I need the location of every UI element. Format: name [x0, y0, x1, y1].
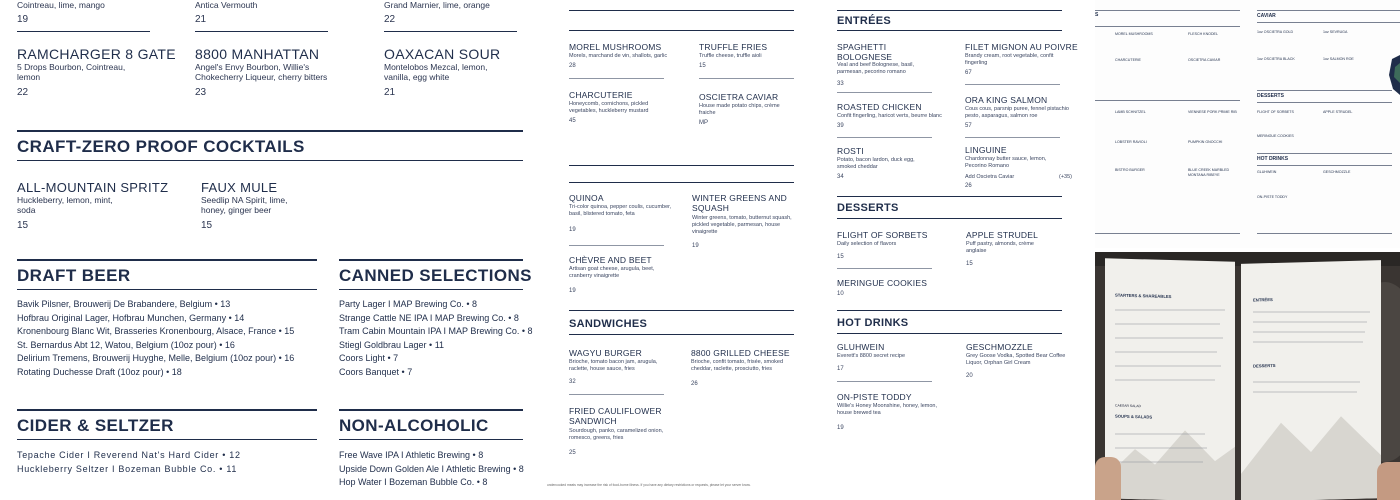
item-desc: House made potato chips, crème fraiche — [699, 103, 780, 116]
section-rule — [17, 259, 317, 261]
cocktail-desc: Huckleberry, lemon, mint, soda — [17, 195, 113, 215]
item-name: GLUHWEIN — [837, 342, 885, 352]
cocktail-price: 15 — [17, 220, 29, 231]
section-title-sandwiches: SANDWICHES — [569, 318, 648, 330]
list-item: Stiegl Goldbrau Lager • 11 — [339, 339, 445, 350]
item-price: 26 — [691, 381, 698, 387]
item-price: 19 — [692, 243, 699, 249]
item-name: BISTRO BURGER — [1115, 168, 1145, 172]
cocktail-desc: Angel's Envy Bourbon, Willie's Chokecherry Liqueur, cherry bitters — [195, 62, 328, 82]
item-desc: Daily selection of flavors — [837, 241, 897, 247]
item-desc: Truffle cheese, truffle aioli — [699, 53, 762, 59]
section-rule — [569, 310, 794, 311]
item-addon: Add Oscietra Caviar — [965, 174, 1015, 180]
item-name: ON-PISTE TODDY — [1257, 195, 1288, 199]
item-name: LINGUINE — [965, 145, 1007, 155]
section-rule — [17, 439, 317, 440]
item-desc: Chardonnay butter sauce, lemon, Pecorino Romano — [965, 156, 1047, 169]
item-desc: Cointreau, lime, mango — [17, 0, 105, 10]
item-price: 22 — [384, 14, 396, 25]
section-title-cider: CIDER & SELTZER — [17, 416, 174, 435]
item-price: 45 — [569, 118, 576, 124]
menu-text-lines — [1095, 252, 1400, 500]
item-name: FLIGHT OF SORBETS — [1257, 110, 1294, 114]
card-section: STARTERS & SHAREABLES — [1115, 292, 1172, 300]
item-desc: Puff pastry, almonds, crème anglaise — [966, 241, 1034, 254]
list-item: Coors Banquet • 7 — [339, 366, 413, 377]
list-item: Upside Down Golden Ale I Athletic Brewing • 8 — [339, 463, 524, 474]
divider — [837, 10, 1062, 11]
divider — [837, 30, 1062, 31]
item-name: APPLE STRUDEL — [1323, 110, 1353, 114]
menu-photo — [1095, 252, 1400, 500]
divider — [965, 84, 1060, 85]
item-name: FLIGHT OF SORBETS — [837, 230, 928, 240]
section-rule — [339, 259, 523, 261]
section-rule — [17, 289, 317, 290]
item-name: MOREL MUSHROOMS — [569, 42, 662, 52]
divider — [17, 31, 150, 32]
section-title-canned: CANNED SELECTIONS — [339, 266, 532, 285]
item-price: 19 — [569, 227, 576, 233]
item-name: PUMPKIN GNOCCHI — [1188, 140, 1223, 144]
item-desc: Brioche, confit tomato, frisée, smoked cheddar, raclette, prosciutto, fries — [691, 359, 784, 372]
list-item: Coors Light • 7 — [339, 353, 399, 363]
item-name: BLUE CREEK MARBLED MONTANA RIBEYE — [1188, 168, 1230, 177]
item-name: GESCHMOZZLE — [1323, 170, 1351, 174]
item-name: ON-PISTE TODDY — [837, 392, 912, 402]
section-title-desserts: DESSERTS — [837, 202, 899, 214]
divider — [1257, 22, 1400, 23]
section-title-desserts: DESSERTS — [1257, 93, 1284, 99]
food-menu-panel-left — [547, 0, 802, 500]
cocktail-price: 22 — [17, 87, 29, 98]
cocktail-desc: Montelobos Mezcal, lemon, vanilla, egg white — [384, 62, 488, 82]
item-price: 20 — [966, 373, 973, 379]
list-item: Kronenbourg Blanc Wit, Brasseries Kronenbourg, Alsace, France • 15 — [17, 326, 295, 336]
section-rule — [837, 196, 1062, 197]
item-name: FLESCH KNODEL — [1188, 32, 1218, 36]
item-price: 19 — [837, 425, 844, 431]
section-rule — [837, 333, 1062, 334]
item-price: 19 — [569, 288, 576, 294]
cocktail-name: FAUX MULE — [201, 180, 278, 195]
card-item: CAESAR SALAD — [1115, 403, 1142, 409]
item-desc: Willie's Honey Moonshine, honey, lemon, house brewed tea — [837, 403, 937, 416]
card-section: SOUPS & SALADS — [1115, 413, 1153, 420]
item-name: 1oz SEVRUGA — [1323, 30, 1348, 34]
item-name: 1oz OSCIETRA BLACK — [1257, 57, 1295, 61]
item-addon-price: (+35) — [1059, 174, 1072, 180]
food-menu-panel-right — [835, 0, 1085, 500]
item-name: 1oz SALMON ROE — [1323, 57, 1354, 61]
divider — [837, 137, 932, 138]
divider — [1257, 233, 1392, 234]
hand — [1377, 462, 1400, 500]
drinks-menu-panel — [0, 0, 540, 500]
item-name: ROASTED CHICKEN — [837, 102, 922, 112]
section-title-non-alcoholic: NON-ALCOHOLIC — [339, 416, 489, 435]
footer-note: undercooked meats may increase the risk of food-borne illness. If you have any dietary restrictions or requests, please let your server know. — [547, 483, 751, 487]
list-item: Free Wave IPA I Athletic Brewing • 8 — [339, 450, 484, 460]
divider — [965, 137, 1060, 138]
item-name: ROSTI — [837, 146, 864, 156]
divider — [1257, 10, 1400, 11]
hand — [1095, 457, 1121, 500]
list-item: Tram Cabin Mountain IPA I MAP Brewing Co. • 8 — [339, 326, 533, 336]
divider — [837, 381, 932, 382]
draft-beer-list — [17, 298, 294, 379]
item-price: 10 — [837, 291, 844, 297]
divider — [569, 165, 794, 166]
item-name: VIENNESE PORK PRIME RIB — [1188, 110, 1237, 114]
divider — [1095, 100, 1240, 101]
list-item: Tepache Cider I Reverend Nat's Hard Cider • 12 — [17, 450, 241, 460]
section-rule — [837, 310, 1062, 311]
cocktail-price: 23 — [195, 87, 207, 98]
item-desc: Veal and beef Bolognese, basil, parmesan, pecorino romano — [837, 62, 915, 75]
item-price: 15 — [699, 63, 706, 69]
item-name: FRIED CAULIFLOWER SANDWICH — [569, 406, 662, 426]
section-title-entrees: ENTRÉES — [837, 15, 892, 27]
list-item: Huckleberry Seltzer I Bozeman Bubble Co. • 11 — [17, 463, 238, 474]
item-desc: Confit fingerling, haricot verts, beurre blanc — [837, 113, 942, 119]
item-price: 32 — [569, 379, 576, 385]
cocktail-desc: 5 Drops Bourbon, Cointreau, lemon — [17, 62, 126, 82]
item-price: 21 — [195, 14, 207, 25]
item-name: TRUFFLE FRIES — [699, 42, 768, 52]
cocktail-name: RAMCHARGER 8 GATE — [17, 46, 176, 62]
cocktail-price: 21 — [384, 87, 396, 98]
section-rule — [17, 409, 317, 411]
item-name: ORA KING SALMON — [965, 95, 1048, 105]
item-price: 57 — [965, 123, 972, 129]
section-rule — [339, 289, 523, 290]
section-title-caviar: CAVIAR — [1257, 13, 1276, 19]
item-name: LOBSTER RAVIOLI — [1115, 140, 1147, 144]
divider — [569, 10, 794, 11]
item-name: QUINOA — [569, 193, 604, 203]
item-name: 1oz OSCIETRA GOLD — [1257, 30, 1294, 34]
list-item: Hop Water I Bozeman Bubble Co. • 8 — [339, 477, 488, 487]
section-title-hot-drinks: HOT DRINKS — [1257, 156, 1289, 162]
section-fragment: S — [1095, 12, 1099, 18]
divider — [699, 78, 794, 79]
non-alcoholic-list — [339, 449, 524, 490]
item-name: SPAGHETTI BOLOGNESE — [837, 42, 893, 62]
divider — [569, 245, 664, 246]
section-title-zero-proof: CRAFT-ZERO PROOF COCKTAILS — [17, 137, 305, 156]
cocktail-name: 8800 MANHATTAN — [195, 46, 320, 62]
item-desc: Brandy cream, root vegetable, confit fingerling — [965, 53, 1054, 66]
item-desc: Potato, bacon lardon, duck egg, smoked cheddar — [837, 157, 915, 170]
item-name: CHÈVRE AND BEET — [569, 255, 652, 265]
item-desc: Everett's 8800 secret recipe — [837, 353, 906, 359]
item-desc: Cous cous, parsnip puree, fennel pistachio pesto, asparagus, salmon roe — [965, 106, 1069, 119]
crest-emblem-icon — [1389, 55, 1400, 95]
item-name: CHARCUTERIE — [569, 90, 633, 100]
item-desc: Brioche, tomato bacon jam, arugula, raclette, house sauce, fries — [569, 359, 658, 372]
cider-list — [17, 449, 241, 476]
item-price: 33 — [837, 81, 844, 87]
item-name: FILET MIGNON AU POIVRE — [965, 42, 1078, 52]
list-item: Delirium Tremens, Brouwerij Huyghe, Melle, Belgium (10oz pour) • 16 — [17, 353, 295, 363]
section-rule — [339, 439, 523, 440]
item-name: GLUHWEIN — [1257, 170, 1277, 174]
item-name: OSCIETRA CAVIAR — [1188, 58, 1221, 62]
item-price: 34 — [837, 174, 844, 180]
divider — [1095, 10, 1240, 11]
divider — [1257, 165, 1392, 166]
list-item: Party Lager I MAP Brewing Co. • 8 — [339, 299, 478, 309]
card-section: DESSERTS — [1253, 362, 1276, 369]
section-title-hot-drinks: HOT DRINKS — [837, 317, 909, 329]
item-name: CHARCUTERIE — [1115, 58, 1141, 62]
item-name: MERINGUE COOKIES — [837, 278, 928, 288]
list-item: Hofbrau Original Lager, Hofbrau Munchen, Germany • 14 — [17, 312, 245, 323]
section-rule — [569, 334, 794, 335]
divider — [569, 78, 664, 79]
item-price: MP — [699, 120, 708, 126]
item-price: 28 — [569, 63, 576, 69]
item-desc: Honeycomb, cornichons, pickled vegetables, huckleberry mustard — [569, 101, 649, 114]
list-item: Bavik Pilsner, Brouwerij De Brabandere, Belgium • 13 — [17, 299, 231, 309]
item-price: 67 — [965, 70, 972, 76]
item-name: APPLE STRUDEL — [966, 230, 1039, 240]
item-price: 15 — [966, 261, 973, 267]
divider — [837, 92, 932, 93]
item-name: MOREL MUSHROOMS — [1115, 32, 1153, 36]
divider — [1095, 26, 1240, 27]
divider — [1095, 233, 1240, 234]
menu-overview-thumbnail — [1095, 0, 1400, 248]
item-desc: Antica Vermouth — [195, 0, 258, 10]
item-desc: Morels, marchand de vin, shallots, garlic — [569, 53, 668, 59]
section-rule — [837, 218, 1062, 219]
list-item: Rotating Duchesse Draft (10oz pour) • 18 — [17, 366, 182, 377]
divider — [569, 394, 664, 395]
canned-list — [339, 298, 533, 379]
divider — [1257, 102, 1392, 103]
item-price: 15 — [837, 254, 844, 260]
item-name: LAMB SCHNITZEL — [1115, 110, 1146, 114]
item-name: WINTER GREENS AND SQUASH — [692, 193, 788, 213]
item-price: 39 — [837, 123, 844, 129]
item-name: MERINGUE COOKIES — [1257, 134, 1294, 138]
section-title-draft-beer: DRAFT BEER — [17, 266, 131, 285]
cocktail-desc: Seedlip NA Spirit, lime, honey, ginger beer — [201, 195, 288, 215]
divider — [569, 30, 794, 31]
divider — [384, 31, 517, 32]
divider — [569, 182, 794, 183]
item-price: 26 — [965, 183, 972, 189]
cocktail-name: OAXACAN SOUR — [384, 46, 501, 62]
item-price: 17 — [837, 366, 844, 372]
cocktail-price: 15 — [201, 220, 213, 231]
item-desc: Tri-color quinoa, pepper coulis, cucumber, basil, blistered tomato, feta — [569, 204, 672, 217]
item-desc: Grand Marnier, lime, orange — [384, 0, 490, 10]
card-section: ENTRÉES — [1253, 297, 1273, 303]
list-item: Strange Cattle NE IPA I MAP Brewing Co. • 8 — [339, 312, 519, 323]
section-rule — [339, 409, 523, 411]
divider — [837, 268, 932, 269]
item-name: OSCIETRA CAVIAR — [699, 92, 779, 102]
section-rule — [17, 160, 523, 161]
item-name: GESCHMOZZLE — [966, 342, 1033, 352]
item-desc: Winter greens, tomato, butternut squash, pickled vegetable, parmesan, house vinaigrette — [692, 215, 792, 235]
cocktail-name: ALL-MOUNTAIN SPRITZ — [17, 180, 169, 195]
item-desc: Artisan goat cheese, arugula, beet, cranberry vinaigrette — [569, 266, 655, 279]
item-desc: Sourdough, panko, caramelized onion, romesco, greens, fries — [569, 428, 664, 441]
list-item: St. Bernardus Abt 12, Watou, Belgium (10oz pour) • 16 — [17, 339, 235, 350]
divider — [1257, 153, 1392, 154]
item-price: 19 — [17, 14, 29, 25]
divider — [195, 31, 328, 32]
item-price: 25 — [569, 450, 576, 456]
item-name: WAGYU BURGER — [569, 348, 642, 358]
section-rule — [17, 130, 523, 132]
divider — [1257, 90, 1392, 91]
item-desc: Grey Goose Vodka, Spotted Bear Coffee Liquor, Orphan Girl Cream — [966, 353, 1066, 366]
item-name: 8800 GRILLED CHEESE — [691, 348, 790, 358]
